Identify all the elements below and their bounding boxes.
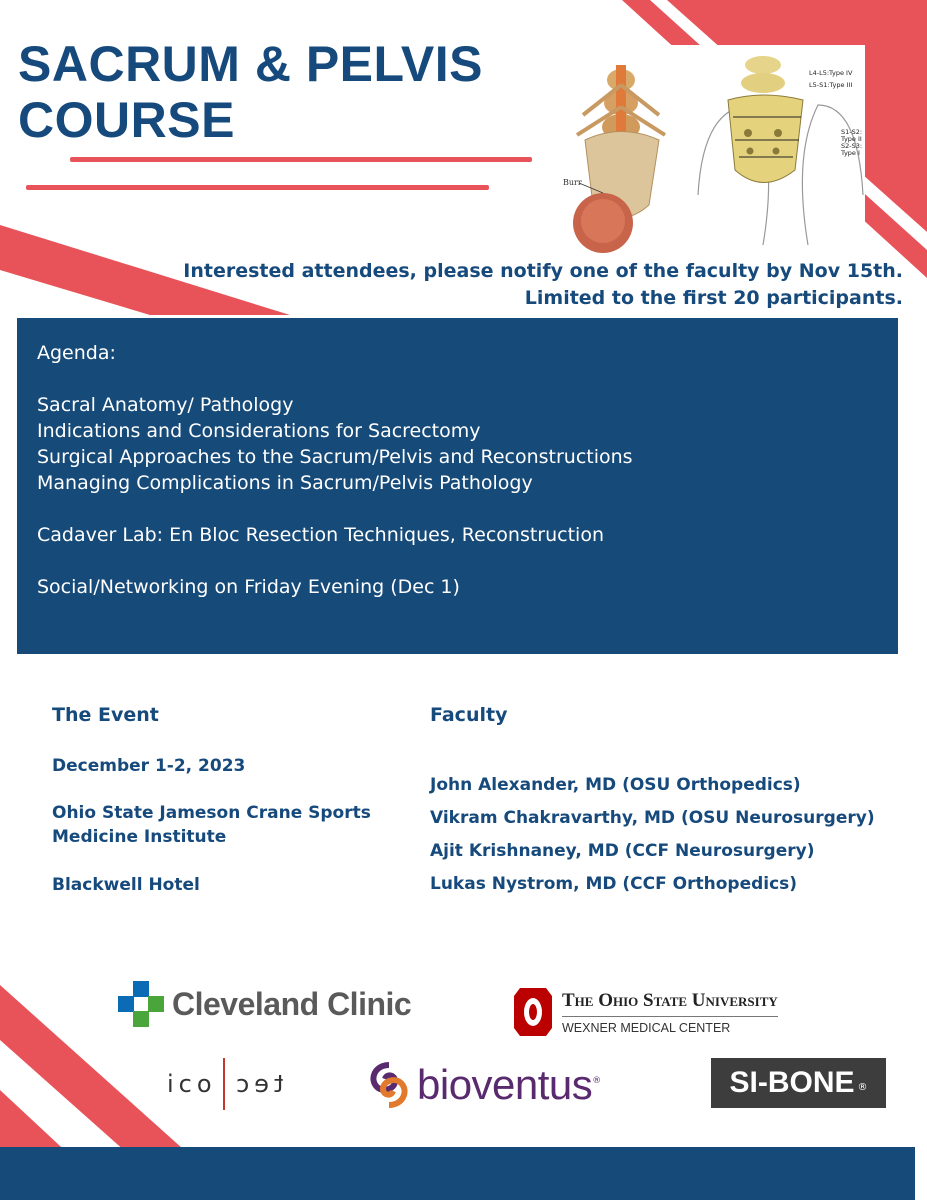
agenda-box bbox=[17, 318, 898, 654]
faculty-member: Ajit Krishnaney, MD (CCF Neurosurgery) bbox=[430, 841, 815, 861]
cleveland-clinic-wordmark: Cleveland Clinic bbox=[172, 985, 412, 1022]
sacrum-illustration bbox=[563, 45, 865, 255]
event-venue bbox=[52, 801, 371, 849]
event-hotel: Blackwell Hotel bbox=[52, 875, 200, 895]
faculty-member: Lukas Nystrom, MD (CCF Orthopedics) bbox=[430, 874, 798, 894]
agenda-social: Social/Networking on Friday Evening (Dec 1) bbox=[37, 576, 460, 598]
cleveland-clinic-cross-icon bbox=[118, 981, 164, 1027]
agenda-lab: Cadaver Lab: En Bloc Resection Techniques, Reconstruction bbox=[37, 524, 604, 546]
venue-line-1: Ohio State Jameson Crane Sports bbox=[52, 803, 371, 823]
cleveland-clinic-logo bbox=[118, 980, 411, 1028]
spine-illustration-svg bbox=[563, 45, 865, 255]
title-underline-1 bbox=[70, 157, 532, 162]
icotec-left: ico bbox=[167, 1070, 217, 1098]
label-s1s2: S1-S2: bbox=[841, 128, 863, 136]
burr-label: Burr bbox=[563, 178, 582, 187]
osu-name: The Ohio State University bbox=[562, 990, 778, 1017]
agenda-content bbox=[37, 340, 633, 600]
agenda-topic: Managing Complications in Sacrum/Pelvis Pathology bbox=[37, 472, 533, 494]
ohio-state-block-o-icon bbox=[514, 988, 552, 1036]
page-title bbox=[18, 36, 483, 148]
label-s2s3: S2-S3: bbox=[841, 142, 863, 150]
agenda-topic: Indications and Considerations for Sacrectomy bbox=[37, 420, 481, 442]
faculty-heading: Faculty bbox=[430, 704, 508, 726]
bioventus-wordmark: bioventus bbox=[417, 1061, 593, 1108]
footer-bar bbox=[0, 1147, 915, 1200]
si-bone-registered: ® bbox=[857, 1081, 868, 1093]
label-l5s1: L5-S1:Type III bbox=[809, 81, 853, 89]
title-underline-2 bbox=[26, 185, 489, 190]
agenda-heading: Agenda: bbox=[37, 342, 116, 364]
agenda-topic: Surgical Approaches to the Sacrum/Pelvis and Reconstructions bbox=[37, 446, 633, 468]
bioventus-swirl-icon bbox=[365, 1061, 413, 1109]
venue-line-2: Medicine Institute bbox=[52, 827, 227, 847]
icotec-logo bbox=[167, 1058, 283, 1110]
bioventus-logo bbox=[365, 1060, 601, 1110]
ohio-state-logo bbox=[514, 988, 778, 1036]
label-type2: Type II bbox=[841, 135, 862, 143]
agenda-topic: Sacral Anatomy/ Pathology bbox=[37, 394, 294, 416]
notice-line-1: Interested attendees, please notify one of the faculty by Nov 15th. bbox=[183, 260, 903, 282]
event-heading: The Event bbox=[52, 704, 159, 726]
faculty-member: John Alexander, MD (OSU Orthopedics) bbox=[430, 775, 801, 795]
event-date: December 1-2, 2023 bbox=[52, 756, 246, 776]
faculty-member: Vikram Chakravarthy, MD (OSU Neurosurgery) bbox=[430, 808, 875, 828]
icotec-divider bbox=[223, 1058, 225, 1110]
osu-subtitle: WEXNER MEDICAL CENTER bbox=[562, 1020, 731, 1035]
si-bone-logo bbox=[711, 1058, 886, 1108]
si-bone-wordmark: SI-BONE bbox=[729, 1066, 855, 1099]
label-type1: Type I bbox=[841, 149, 860, 157]
icotec-right: tec bbox=[230, 1070, 283, 1098]
label-l4l5: L4-L5:Type IV bbox=[809, 69, 853, 77]
notice-line-2: Limited to the first 20 participants. bbox=[524, 287, 903, 309]
bioventus-registered: ® bbox=[592, 1076, 602, 1086]
registration-notice bbox=[183, 258, 903, 312]
title-line-1: SACRUM & PELVIS bbox=[18, 36, 483, 92]
title-line-2: COURSE bbox=[18, 92, 235, 148]
